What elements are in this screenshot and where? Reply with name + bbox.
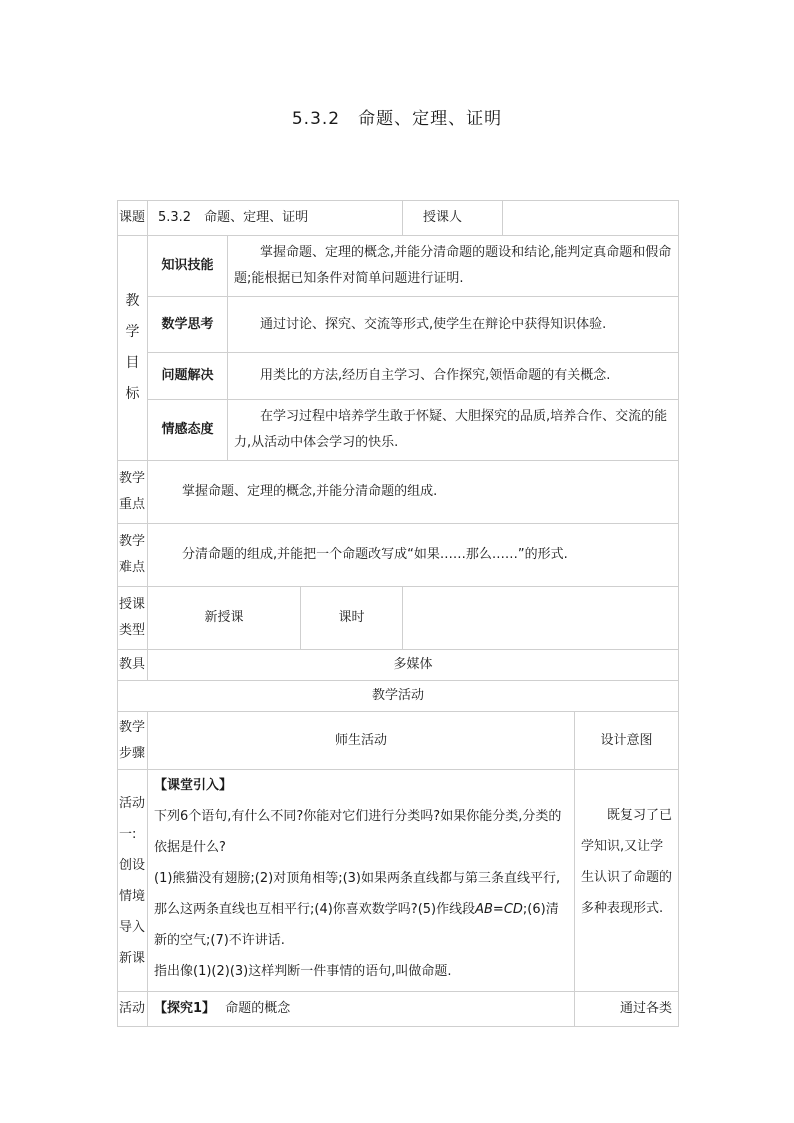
difficulty-label: 教学难点 bbox=[118, 524, 148, 587]
activity2-heading: 【探究1】 bbox=[154, 1001, 216, 1016]
goal-name-thinking: 数学思考 bbox=[148, 297, 228, 353]
goals-label bbox=[118, 236, 148, 461]
activity-column-header: 师生活动 bbox=[148, 712, 575, 770]
activity2-topic: 命题的概念 bbox=[225, 1001, 291, 1016]
goal-row-problem bbox=[118, 353, 679, 400]
activity1-intro: 下列6个语句,有什么不同?你能对它们进行分类吗?如果你能分类,分类的依据是什么? bbox=[154, 809, 562, 855]
activity1-design bbox=[575, 770, 679, 992]
activity1-list-segment: AB=CD bbox=[475, 902, 523, 917]
key-point-label: 教学重点 bbox=[118, 461, 148, 524]
page-title: 5.3.2 命题、定理、证明 bbox=[291, 109, 503, 129]
goal-text-emotion: 在学习过程中培养学生敢于怀疑、大胆探究的品质,培养合作、交流的能力,从活动中体会学习的快乐. bbox=[228, 400, 679, 461]
hours-value bbox=[403, 587, 679, 650]
lesson-type-row bbox=[118, 587, 679, 650]
lesson-plan-table bbox=[117, 200, 679, 1027]
activity2-design: 通过各类 bbox=[575, 992, 679, 1027]
goal-name-knowledge: 知识技能 bbox=[148, 236, 228, 297]
course-row bbox=[118, 201, 679, 236]
key-point-row bbox=[118, 461, 679, 524]
course-title bbox=[148, 201, 403, 236]
activity2-row bbox=[118, 992, 679, 1027]
activity1-list-b: ;(6)清新的空气;(7)不许讲话. bbox=[154, 902, 559, 948]
tools-value: 多媒体 bbox=[148, 650, 679, 681]
goal-row-knowledge bbox=[118, 236, 679, 297]
tools-label: 教具 bbox=[118, 650, 148, 681]
goal-text-thinking: 通过讨论、探究、交流等形式,使学生在辩论中获得知识体验. bbox=[228, 297, 679, 353]
tools-row bbox=[118, 650, 679, 681]
goal-row-emotion bbox=[118, 400, 679, 461]
lesson-type-value: 新授课 bbox=[148, 587, 301, 650]
activity1-label: 活动一:创设情境导入新课 bbox=[118, 770, 148, 992]
activity1-content bbox=[148, 770, 575, 992]
course-label: 课题 bbox=[118, 201, 148, 236]
steps-label: 教学步骤 bbox=[118, 712, 148, 770]
goal-text-knowledge: 掌握命题、定理的概念,并能分清命题的题设和结论,能判定真命题和假命题;能根据已知条件对简单问题进行证明. bbox=[228, 236, 679, 297]
difficulty-row bbox=[118, 524, 679, 587]
goal-text-problem: 用类比的方法,经历自主学习、合作探究,领悟命题的有关概念. bbox=[228, 353, 679, 400]
lesson-type-label: 授课类型 bbox=[118, 587, 148, 650]
activities-header-row bbox=[118, 681, 679, 712]
design-column-header: 设计意图 bbox=[575, 712, 679, 770]
activity1-row bbox=[118, 770, 679, 992]
teacher-label: 授课人 bbox=[403, 201, 503, 236]
goals-label-text: 教学目标 bbox=[125, 293, 140, 402]
activity1-list bbox=[154, 863, 568, 956]
goal-name-emotion: 情感态度 bbox=[148, 400, 228, 461]
activity1-list-a: (1)熊猫没有翅膀;(2)对顶角相等;(3)如果两条直线都与第三条直线平行,那么这两条直线也互相平行;(4)你喜欢数学吗?(5)作线段 bbox=[154, 871, 561, 917]
course-title-text: 5.3.2 命题、定理、证明 bbox=[158, 210, 309, 225]
key-point-text: 掌握命题、定理的概念,并能分清命题的组成. bbox=[148, 461, 679, 524]
activities-header: 教学活动 bbox=[118, 681, 679, 712]
activity2-label: 活动 bbox=[118, 992, 148, 1027]
goal-name-problem: 问题解决 bbox=[148, 353, 228, 400]
hours-label: 课时 bbox=[301, 587, 403, 650]
activity1-conclusion: 指出像(1)(2)(3)这样判断一件事情的语句,叫做命题. bbox=[154, 964, 452, 979]
steps-header-row bbox=[118, 712, 679, 770]
activity2-content bbox=[148, 992, 575, 1027]
difficulty-text: 分清命题的组成,并能把一个命题改写成“如果……那么……”的形式. bbox=[148, 524, 679, 587]
activity1-heading: 【课堂引入】 bbox=[154, 778, 233, 793]
teacher-value bbox=[503, 201, 679, 236]
goal-row-thinking bbox=[118, 297, 679, 353]
activity1-design-text: 既复习了已学知识,又让学生认识了命题的多种表现形式. bbox=[581, 808, 673, 916]
